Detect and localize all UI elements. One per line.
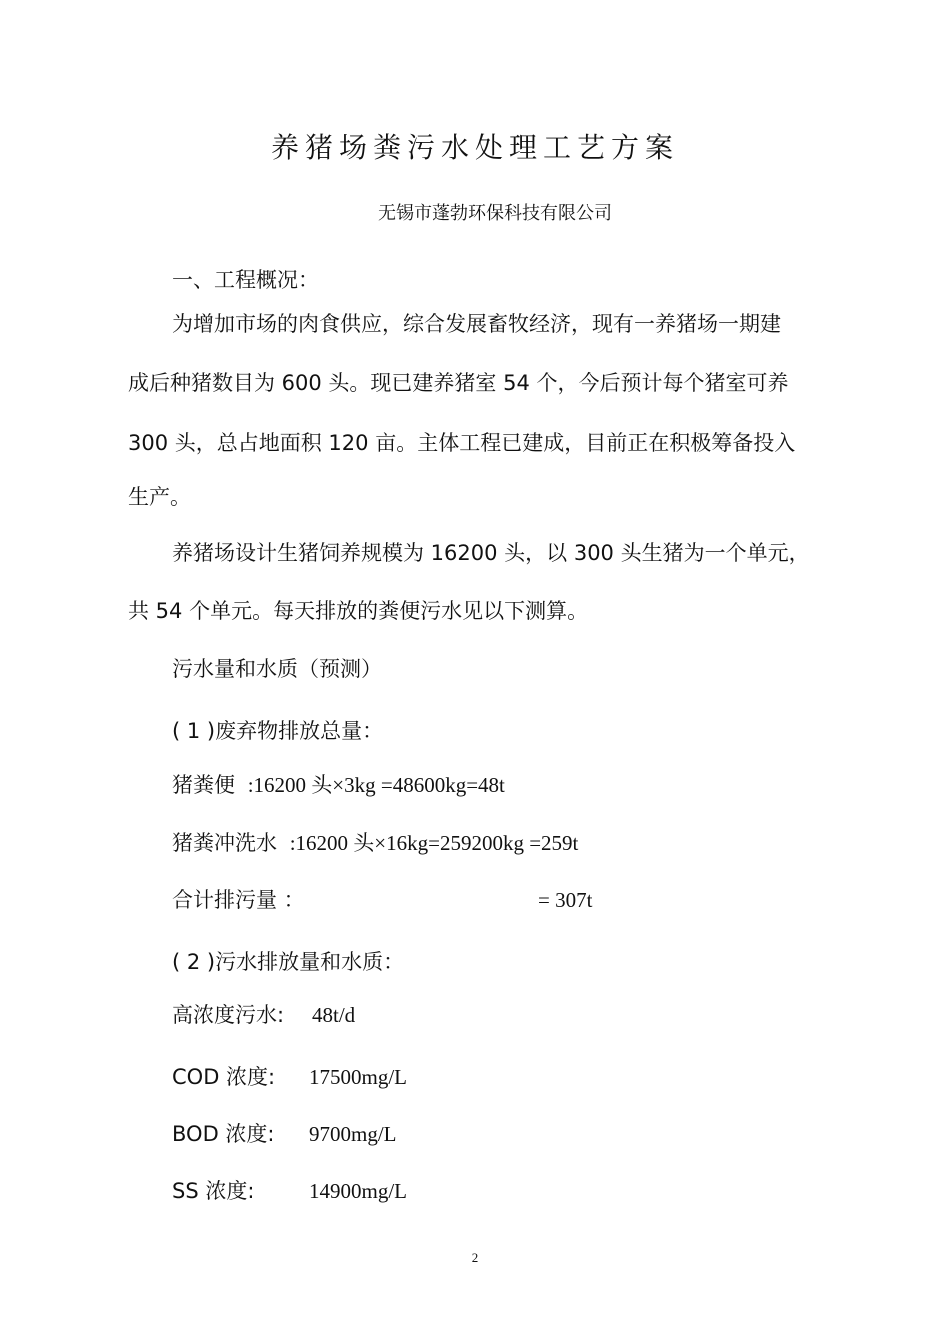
manure-label: 猪粪便 (172, 773, 235, 797)
quality-value: 48t/d (312, 1003, 356, 1027)
subheading: 污水量和水质（预测） (172, 657, 382, 681)
manure-row (172, 769, 505, 801)
quality-label: BOD 浓度: (172, 1122, 275, 1146)
waste-heading: ( 1 )废弃物排放总量： (172, 719, 384, 743)
paragraph-line: 成后种猪数目为 600 头。现已建养猪室 54 个，今后预计每个猪室可养 (128, 371, 789, 395)
paragraph-line: 300 头，总占地面积 120 亩。主体工程已建成，目前正在积极筹备投入 (128, 431, 796, 455)
quality-value: 14900mg/L (309, 1179, 407, 1203)
quality-row (172, 1175, 407, 1207)
quality-label: 高浓度污水: (172, 1003, 285, 1027)
document-title: 养猪场粪污水处理工艺方案 (270, 131, 679, 164)
paragraph-line: 为增加市场的肉食供应，综合发展畜牧经济，现有一养猪场一期建 (172, 312, 781, 336)
section-heading: 一、工程概况： (172, 268, 319, 292)
paragraph-line: 生产。 (128, 485, 191, 509)
quality-row (172, 999, 355, 1031)
wash-water-value: :16200 头×16kg=259200kg =259t (289, 831, 579, 855)
paragraph-line: 养猪场设计生猪饲养规模为 16200 头，以 300 头生猪为一个单元， (172, 541, 810, 565)
quality-row (172, 1118, 397, 1150)
company-name: 无锡市蓬勃环保科技有限公司 (378, 203, 612, 224)
wash-water-row (172, 827, 578, 859)
total-value: = 307t (538, 888, 593, 912)
quality-label: COD 浓度: (172, 1065, 276, 1089)
manure-value: :16200 头×3kg =48600kg=48t (247, 773, 505, 797)
quality-value: 17500mg/L (309, 1065, 407, 1089)
quality-row (172, 1061, 407, 1093)
paragraph-line: 共 54 个单元。每天排放的粪便污水见以下测算。 (128, 599, 589, 623)
quality-heading: ( 2 )污水排放量和水质： (172, 950, 405, 974)
quality-label: SS 浓度: (172, 1179, 255, 1203)
wash-water-label: 猪粪冲洗水 (172, 831, 277, 855)
total-label: 合计排污量 ： (172, 888, 305, 912)
quality-value: 9700mg/L (309, 1122, 397, 1146)
page-number: 2 (471, 1250, 479, 1265)
